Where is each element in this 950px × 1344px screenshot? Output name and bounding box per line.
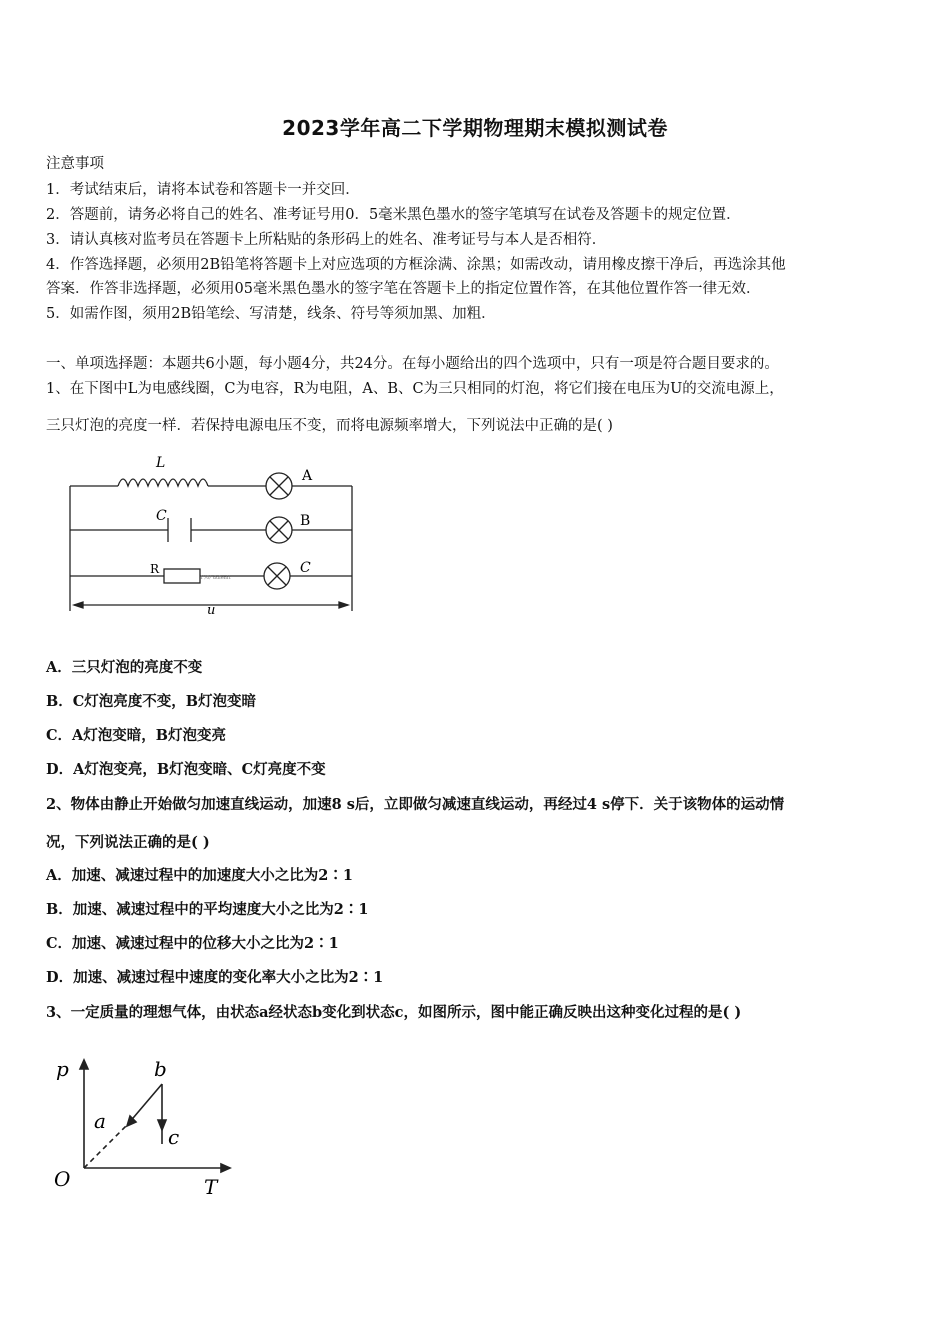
- axis-label-t: T: [204, 1175, 218, 1199]
- q1-stem-line2: 三只灯泡的亮度一样．若保持电源电压不变，而将电源频率增大，下列说法中正确的是( ): [46, 418, 613, 434]
- q1-option-b: B．C灯泡亮度不变，B灯泡变暗: [46, 693, 257, 710]
- notice-item: 4．作答选择题，必须用2B铅笔将答题卡上对应选项的方框涂满、涂黑；如需改动，请用橡皮擦干净后，再选涂其他: [46, 257, 786, 273]
- label-a: A: [302, 468, 313, 484]
- q2-stem-line1: 2、物体由静止开始做匀加速直线运动，加速8 s后，立即做匀减速直线运动，再经过4 s停下．关于该物体的运动情: [46, 796, 785, 813]
- label-note: 1'/0/ dulenit: [200, 575, 231, 581]
- q2-option-d: D．加速、减速过程中速度的变化率大小之比为2∶1: [46, 969, 384, 986]
- resistor: [164, 569, 200, 583]
- inductor-coil: [118, 479, 208, 486]
- q2-stem-line2: 况，下列说法正确的是( ): [46, 834, 210, 851]
- notice-heading: 注意事项: [46, 156, 104, 172]
- label-u: u: [207, 603, 216, 618]
- page-title: 2023学年高二下学期物理期末模拟测试卷: [282, 116, 668, 140]
- label-r: R: [150, 562, 160, 576]
- circuit-diagram: [60, 448, 370, 618]
- label-b: B: [300, 513, 311, 529]
- q2-option-a: A．加速、减速过程中的加速度大小之比为2∶1: [46, 867, 353, 884]
- q1-stem-line1: 1、在下图中L为电感线圈，C为电容，R为电阻，A、B、C为三只相同的灯泡，将它们接在电压为U的交流电源上，: [46, 381, 784, 397]
- q2-option-b: B．加速、减速过程中的平均速度大小之比为2∶1: [46, 901, 369, 918]
- q1-option-a: A．三只灯泡的亮度不变: [46, 659, 203, 676]
- label-l: L: [156, 455, 166, 471]
- label-lamp-c: C: [300, 560, 311, 576]
- q1-option-c: C．A灯泡变暗，B灯泡变亮: [46, 727, 227, 744]
- notice-item: 2．答题前，请务必将自己的姓名、准考证号用0．5毫米黑色墨水的签字笔填写在试卷及答题卡的规定位置．: [46, 207, 741, 223]
- q2-option-c: C．加速、减速过程中的位移大小之比为2∶1: [46, 935, 339, 952]
- label-c: C: [156, 508, 167, 524]
- origin-label: O: [54, 1167, 71, 1191]
- section-heading: 一、单项选择题：本题共6小题，每小题4分，共24分。在每小题给出的四个选项中，只有一项是符合题目要求的。: [46, 356, 779, 372]
- notice-item: 3．请认真核对监考员在答题卡上所粘贴的条形码上的姓名、准考证号与本人是否相符．: [46, 232, 607, 248]
- point-label-b: b: [154, 1057, 167, 1081]
- axis-label-p: p: [56, 1057, 69, 1081]
- pt-graph: [50, 1054, 240, 1204]
- q1-option-d: D．A灯泡变亮，B灯泡变暗、C灯亮度不变: [46, 761, 326, 778]
- process-o-a-dashed: [84, 1124, 128, 1168]
- point-label-a: a: [94, 1109, 106, 1133]
- q3-stem: 3、一定质量的理想气体，由状态a经状态b变化到状态c，如图所示，图中能正确反映出这种变化过程的是( ): [46, 1004, 742, 1021]
- point-label-c: c: [168, 1125, 180, 1149]
- notice-item: 1．考试结束后，请将本试卷和答题卡一并交回．: [46, 182, 360, 198]
- notice-item: 答案．作答非选择题，必须用05毫米黑色墨水的签字笔在答题卡上的指定位置作答，在其他位置作答一律无效．: [46, 281, 761, 297]
- notice-item: 5．如需作图，须用2B铅笔绘、写清楚，线条、符号等须加黑、加粗．: [46, 306, 496, 322]
